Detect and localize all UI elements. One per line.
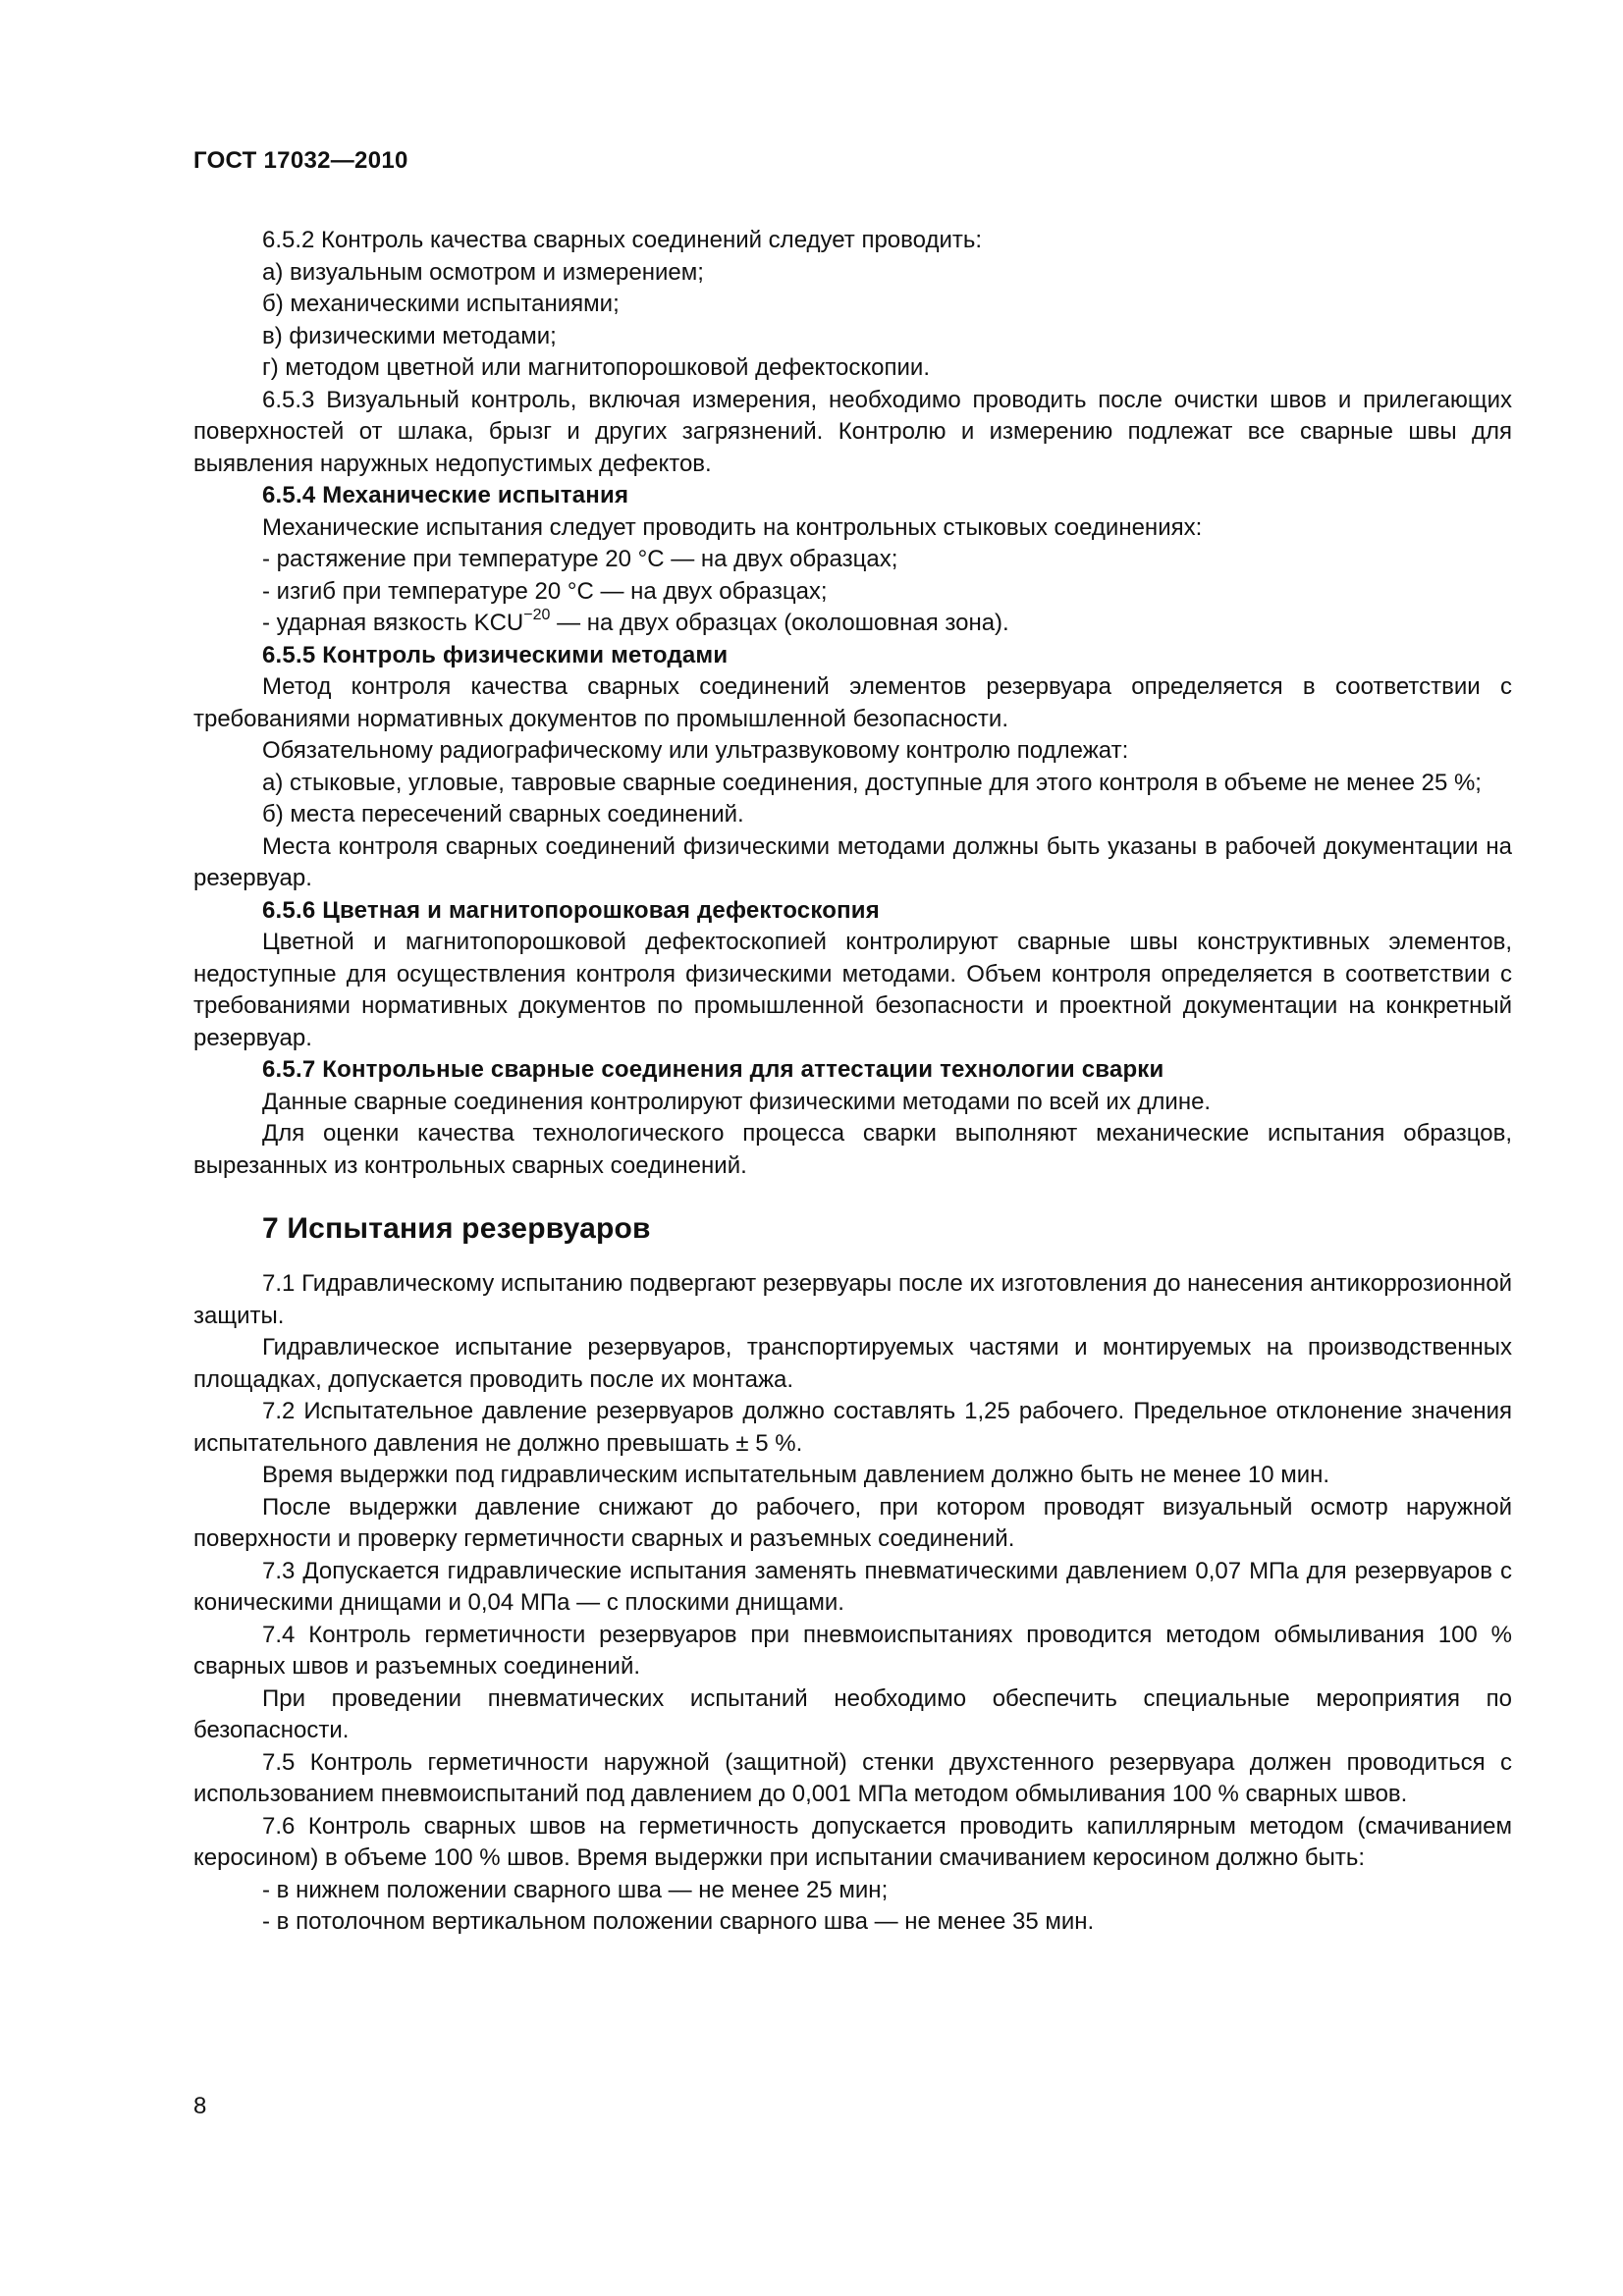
paragraph-6-5-7-1: Данные сварные соединения контролируют физическими методами по всей их длине. (262, 1088, 1212, 1115)
paragraph-6-5-6: Цветной и магнитопорошковой дефектоскопией контролируют сварные швы конструктивных элементов, недоступные для осуществления контроля физическими методами. Объем контроля определяется в соответствии с требованиями нормативных документов по промышленной безопасности и проектной документации на конкретный резервуар. (193, 929, 1512, 1051)
page-number: 8 (193, 2093, 207, 2119)
list-item-7-6-2: - в потолочном вертикальном положении сварного шва — не менее 35 мин. (262, 1908, 1095, 1935)
paragraph-7-6: 7.6 Контроль сварных швов на герметичность допускается проводить капиллярным методом (смачиванием керосином) в объеме 100 % швов. Время выдержки при испытании смачиванием керосином должно быть: (193, 1812, 1512, 1871)
paragraph-6-5-5-2: Обязательному радиографическому или ультразвуковому контролю подлежат: (262, 737, 1129, 764)
paragraph-7-5: 7.5 Контроль герметичности наружной (защитной) стенки двухстенного резервуара должен проводиться с использованием пневмоиспытаний под давлением до 0,001 МПа методом обмыливания 100 % сварных швов. (193, 1748, 1512, 1807)
paragraph-7-1-b: Гидравлическое испытание резервуаров, транспортируемых частями и монтируемых на производственных площадках, допускается проводить после их монтажа. (193, 1334, 1512, 1393)
paragraph-6-5-3: 6.5.3 Визуальный контроль, включая измерения, необходимо проводить после очистки швов и прилегающих поверхностей от шлака, брызг и других загрязнений. Контролю и измерению подлежат все сварные швы для выявления наружных недопустимых дефектов. (193, 386, 1512, 477)
paragraph-7-1: 7.1 Гидравлическому испытанию подвергают резервуары после их изготовления до нанесения антикоррозионной защиты. (193, 1270, 1512, 1329)
paragraph-7-4-b: При проведении пневматических испытаний необходимо обеспечить специальные мероприятия по безопасности. (193, 1684, 1512, 1743)
list-item-7-6-1: - в нижнем положении сварного шва — не менее 25 мин; (262, 1876, 889, 1903)
document-header: ГОСТ 17032—2010 (193, 147, 408, 174)
paragraph-7-3: 7.3 Допускается гидравлические испытания заменять пневматическими давлением 0,07 МПа для резервуаров с коническими днищами и 0,04 МПа — с плоскими днищами. (193, 1557, 1512, 1616)
paragraph-6-5-5-1: Метод контроля качества сварных соединений элементов резервуара определяется в соответствии с требованиями нормативных документов по промышленной безопасности. (193, 673, 1512, 732)
paragraph-6-5-5-3: Места контроля сварных соединений физическими методами должны быть указаны в рабочей документации на резервуар. (193, 832, 1512, 891)
subsection-heading-6-5-6: 6.5.6 Цветная и магнитопорошковая дефектоскопия (262, 896, 880, 924)
list-item-6-5-2-g: г) методом цветной или магнитопорошковой дефектоскопии. (262, 354, 930, 381)
list-item-6-5-4-3-tail: — на двух образцах (околошовная зона). (550, 610, 1009, 636)
list-item-6-5-5-a: а) стыковые, угловые, тавровые сварные соединения, доступные для этого контроля в объеме не менее 25 %; (262, 769, 1482, 796)
list-item-6-5-2-b: б) механическими испытаниями; (262, 291, 620, 317)
section-title-7: 7 Испытания резервуаров (262, 1212, 651, 1245)
list-item-6-5-4-1: - растяжение при температуре 20 °С — на двух образцах; (262, 546, 898, 572)
subsection-heading-6-5-5: 6.5.5 Контроль физическими методами (262, 641, 729, 668)
list-item-6-5-4-2: - изгиб при температуре 20 °С — на двух образцах; (262, 577, 828, 605)
paragraph-7-2-b: Время выдержки под гидравлическим испытательным давлением должно быть не менее 10 мин. (262, 1462, 1330, 1488)
list-item-6-5-5-b: б) места пересечений сварных соединений. (262, 801, 744, 828)
paragraph-7-4: 7.4 Контроль герметичности резервуаров при пневмоиспытаниях проводится методом обмыливания 100 % сварных швов и разъемных соединений. (193, 1621, 1512, 1680)
paragraph-6-5-7-2: Для оценки качества технологического процесса сварки выполняют механические испытания образцов, вырезанных из контрольных сварных соединений. (193, 1120, 1512, 1179)
superscript-temperature: −20 (523, 607, 551, 623)
list-item-6-5-4-3 (193, 608, 1512, 640)
paragraph-7-2-c: После выдержки давление снижают до рабочего, при котором проводят визуальный осмотр наружной поверхности и проверку герметичности сварных и разъемных соединений. (193, 1493, 1512, 1552)
paragraph-7-2: 7.2 Испытательное давление резервуаров должно составлять 1,25 рабочего. Предельное отклонение значения испытательного давления не должно превышать ± 5 %. (193, 1398, 1512, 1457)
paragraph-6-5-4: Механические испытания следует проводить на контрольных стыковых соединениях: (262, 513, 1203, 541)
subsection-heading-6-5-4: 6.5.4 Механические испытания (262, 482, 629, 508)
list-item-6-5-4-3-text: - ударная вязкость KCU (262, 610, 524, 636)
list-item-6-5-2-a: а) визуальным осмотром и измерением; (262, 258, 704, 286)
paragraph-6-5-2: 6.5.2 Контроль качества сварных соединений следует проводить: (262, 227, 983, 253)
page-body (193, 225, 1512, 1939)
subsection-heading-6-5-7: 6.5.7 Контрольные сварные соединения для аттестации технологии сварки (262, 1056, 1164, 1083)
list-item-6-5-2-v: в) физическими методами; (262, 322, 557, 349)
